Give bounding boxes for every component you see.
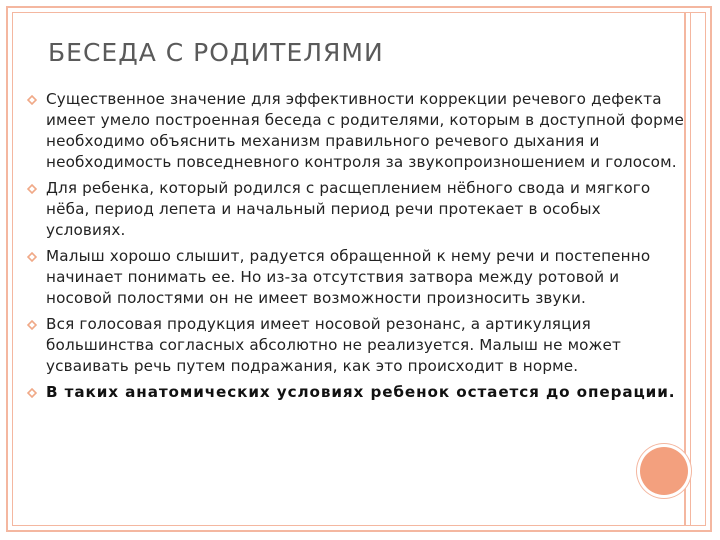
decorative-orb: [640, 447, 688, 495]
right-decorative-line-thin: [690, 12, 691, 526]
diamond-bullet-icon: [27, 184, 37, 194]
list-item-text: Вся голосовая продукция имеет носовой резонанс, а артикуляция большинства согласных абсолютно не реализуется. Малыш не может усваивать речь путем подражания, как это происходит в норме.: [46, 315, 621, 375]
list-item-text: В таких анатомических условиях ребенок остается до операции.: [46, 383, 676, 401]
right-decorative-line: [684, 12, 686, 526]
list-item-text: Существенное значение для эффективности коррекции речевого дефекта имеет умело построенная беседа с родителями, которым в доступной форме необходимо объяснить механизм правильного речевого дыхания и необходимость повседневного контроля за звукопроизношением и голосом.: [46, 90, 685, 171]
diamond-bullet-icon: [27, 320, 37, 330]
list-item-text: Для ребенка, который родился с расщеплением нёбного свода и мягкого нёба, период лепета и начальный период речи протекает в особых условиях.: [46, 179, 651, 239]
diamond-bullet-icon: [27, 252, 37, 262]
list-item: [24, 246, 684, 309]
list-item: [24, 178, 684, 241]
list-item-text: Малыш хорошо слышит, радуется обращенной к нему речи и постепенно начинает понимать ее. Но из-за отсутствия затвора между ротовой и носовой полостями он не имеет возможности произносить звуки.: [46, 247, 651, 307]
list-item: [24, 382, 684, 403]
diamond-bullet-icon: [27, 95, 37, 105]
bullet-list: [24, 89, 684, 408]
list-item: [24, 314, 684, 377]
diamond-bullet-icon: [27, 388, 37, 398]
slide-title: БЕСЕДА С РОДИТЕЛЯМИ: [48, 38, 384, 67]
list-item: [24, 89, 684, 173]
